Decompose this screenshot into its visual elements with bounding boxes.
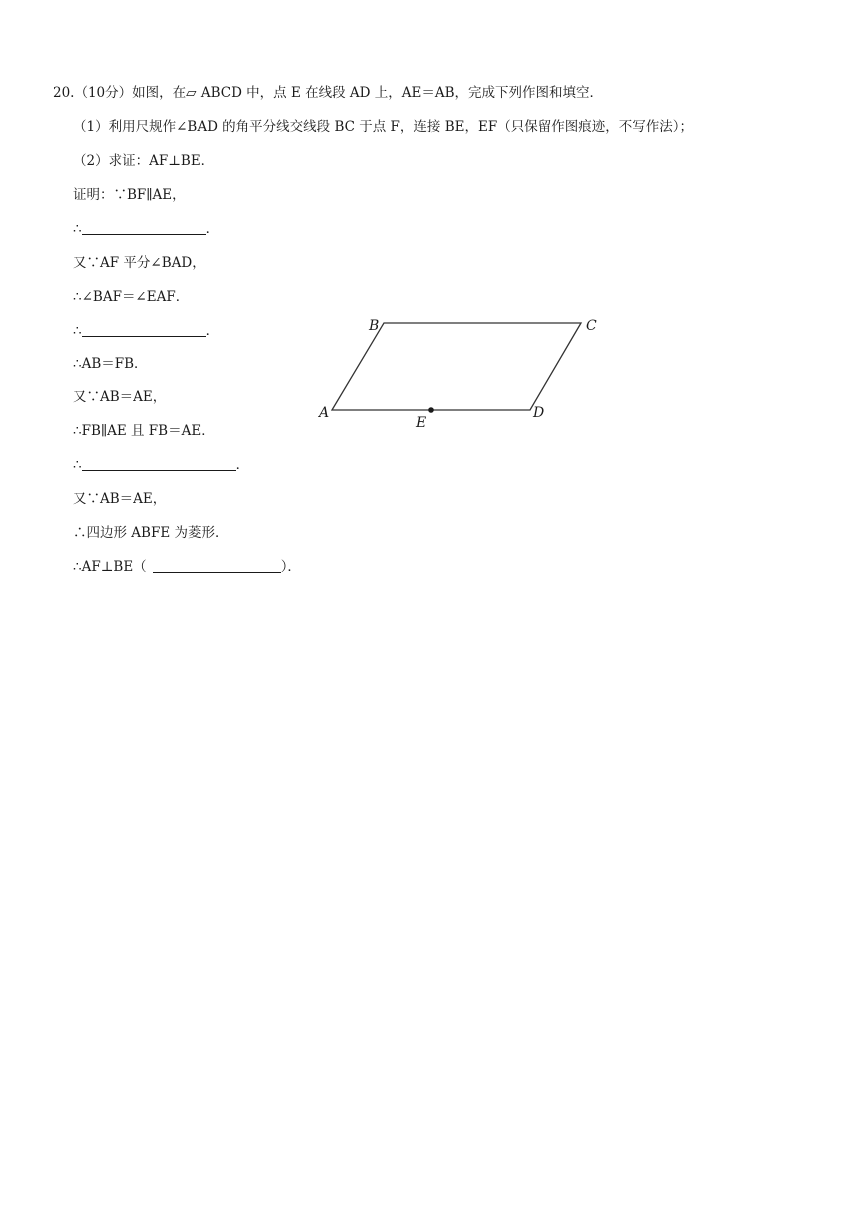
- answer-blank-1[interactable]: [82, 220, 206, 235]
- answer-blank-4[interactable]: [153, 558, 281, 573]
- proof-line-2-prefix: ∴: [73, 221, 82, 237]
- proof-line-4: ∴∠BAF＝∠EAF．: [73, 289, 190, 305]
- answer-blank-2[interactable]: [82, 322, 206, 337]
- label-c: C: [586, 318, 597, 334]
- point-e-dot: [428, 407, 434, 413]
- proof-line-1: 证明：∵BF∥AE，: [73, 187, 186, 203]
- proof-line-2: [73, 220, 219, 238]
- proof-line-12: [73, 558, 301, 576]
- label-b: B: [369, 318, 380, 334]
- proof-line-11: ∴四边形 ABFE 为菱形．: [73, 525, 229, 541]
- parallelogram-diagram: [312, 312, 612, 437]
- answer-blank-3[interactable]: [82, 456, 236, 471]
- proof-line-7: 又∵AB＝AE，: [73, 389, 167, 405]
- parallelogram-abcd: [332, 323, 581, 410]
- proof-line-10: 又∵AB＝AE，: [73, 491, 167, 507]
- label-a: A: [319, 405, 330, 421]
- question-stem: 20.（10分）如图，在▱ ABCD 中，点 E 在线段 AD 上，AE＝AB，完成下列作图和填空．: [53, 85, 604, 101]
- proof-line-12-prefix: ∴AF⊥BE（: [73, 559, 147, 575]
- label-d: D: [533, 405, 545, 421]
- proof-line-12-suffix: ）．: [280, 559, 301, 575]
- proof-line-5-suffix: ．: [205, 323, 220, 339]
- proof-line-8: ∴FB∥AE 且 FB＝AE．: [73, 423, 215, 439]
- proof-line-2-suffix: ．: [205, 221, 220, 237]
- proof-line-9-suffix: ．: [235, 457, 250, 473]
- proof-line-3: 又∵AF 平分∠BAD，: [73, 255, 206, 271]
- label-e: E: [416, 415, 427, 431]
- parallelogram-figure: [312, 312, 612, 437]
- proof-line-9-prefix: ∴: [73, 457, 82, 473]
- proof-line-5-prefix: ∴: [73, 323, 82, 339]
- proof-line-9: [73, 456, 249, 474]
- proof-line-5: [73, 322, 219, 340]
- proof-line-6: ∴AB＝FB．: [73, 356, 148, 372]
- question-part-1: （1）利用尺规作∠BAD 的角平分线交线段 BC 于点 F，连接 BE，EF（只保留作图痕迹，不写作法）；: [73, 119, 693, 135]
- question-part-2: （2）求证：AF⊥BE．: [73, 153, 215, 169]
